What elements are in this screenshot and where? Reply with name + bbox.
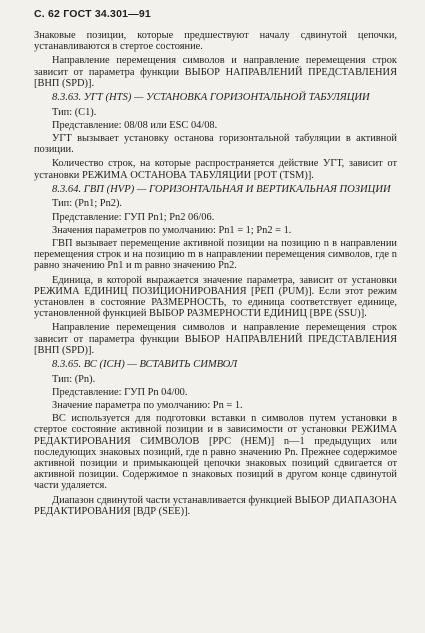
type-line: Тип: (Pn). — [52, 373, 96, 385]
paragraph: Диапазон сдвинутой части устанавливается функцией ВЫБОР ДИАПАЗОНА РЕДАКТИРОВАНИЯ [ВДР (SEE)]. — [34, 494, 397, 517]
representation-line: Представление: ГУП Pn 04/00. — [52, 386, 188, 398]
paragraph: Знаковые позиции, которые предшествуют началу сдвинутой цепочки, устанавливаются в стертое состояние. — [34, 30, 397, 53]
representation-line: Представление: 08/08 или ESC 04/08. — [52, 119, 218, 131]
default-values-line: Значения параметров по умолчанию: Pn1 = 1; Pn2 = 1. — [52, 224, 292, 236]
paragraph: ВС используется для подготовки вставки n символов путем установки в стертое состояние активной позиции и в зависимости от установки РЕЖИМА РЕДАКТИРОВАНИЯ СИМВОЛОВ [РРС (HEM)] n—1 предыдущих или последующих знаковых позиций, где n равно значению Pn. Прежнее содержимое активной позиции и примыкающей цепочки знаковых позиций сдвигается от активной позиции. Содержимое n знаковых позиций в другом конце сдвинутой части удаляется. — [34, 413, 397, 492]
paragraph: УГТ вызывает установку останова горизонтальной табуляции в активной позиции. — [34, 133, 397, 156]
paragraph: Направление перемещения символов и направление перемещения строк зависит от параметра функции ВЫБОР НАПРАВЛЕНИЙ ПРЕДСТАВЛЕНИЯ [ВНП (SPD)]. — [34, 322, 397, 356]
section-heading: 8.3.64. ГВП (HVP) — ГОРИЗОНТАЛЬНАЯ И ВЕРТИКАЛЬНАЯ ПОЗИЦИИ — [52, 183, 391, 195]
paragraph: Единица, в которой выражается значение параметра, зависит от установки РЕЖИМА ЕДИНИЦ ПОЗИЦИОНИРОВАНИЯ [РЕП (PUM)]. Если этот режим установлен в состояние РАЗМЕРНОСТЬ, то единица соответствует единице, установленной функцией ВЫБОР РАЗМЕРНОСТИ ЕДИНИЦ [ВРЕ (SSU)]. — [34, 274, 397, 320]
paragraph: ГВП вызывает перемещение активной позиции на позицию n в направлении перемещения строк и на позицию m в направлении перемещения символов, где n равно значению Pn1 и m равно значению Pn2. — [34, 238, 397, 272]
default-values-line: Значение параметра по умолчанию: Pn = 1. — [52, 400, 243, 412]
section-heading: 8.3.65. ВС (ICH) — ВСТАВИТЬ СИМВОЛ — [52, 359, 238, 371]
section-heading: 8.3.63. УГТ (HTS) — УСТАНОВКА ГОРИЗОНТАЛЬНОЙ ТАБУЛЯЦИИ — [52, 92, 370, 104]
paragraph: Количество строк, на которые распространяется действие УГТ, зависит от установки РЕЖИМА ОСТАНОВА ТАБУЛЯЦИИ [РОТ (TSM)]. — [34, 158, 397, 181]
representation-line: Представление: ГУП Pn1; Pn2 06/06. — [52, 211, 215, 223]
page-header: С. 62 ГОСТ 34.301—91 — [34, 8, 151, 20]
type-line: Тип: (C1). — [52, 106, 97, 118]
type-line: Тип: (Pn1; Pn2). — [52, 198, 123, 210]
paragraph: Направление перемещения символов и направление перемещения строк зависит от параметра функции ВЫБОР НАПРАВЛЕНИЙ ПРЕДСТАВЛЕНИЯ [ВНП (SPD)]. — [34, 55, 397, 89]
